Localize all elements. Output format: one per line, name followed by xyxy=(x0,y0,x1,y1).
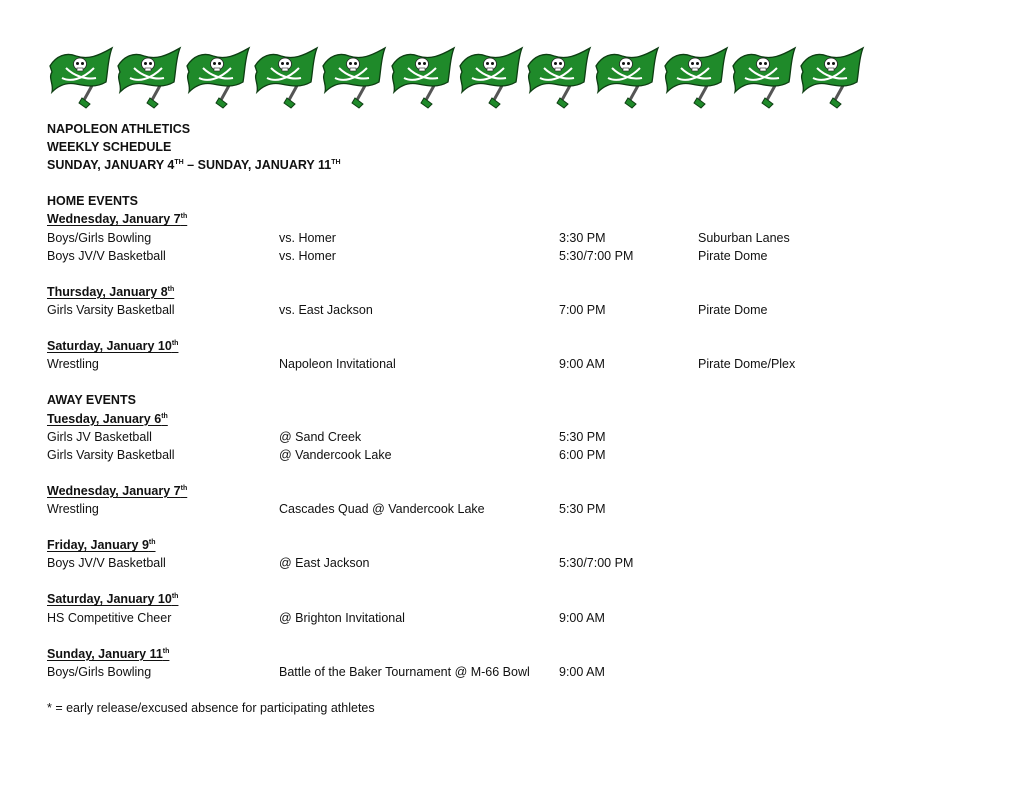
pirate-flag-icon xyxy=(661,46,729,110)
event-time: 9:00 AM xyxy=(559,664,605,679)
schedule-document xyxy=(47,120,947,717)
schedule-subtitle: WEEKLY SCHEDULE xyxy=(47,140,172,155)
day-heading: Saturday, January 10th xyxy=(47,339,179,354)
pirate-flag-banner xyxy=(46,46,876,110)
event-sport: Boys/Girls Bowling xyxy=(47,230,152,245)
away-events-heading: AWAY EVENTS xyxy=(47,393,136,408)
day-heading: Saturday, January 10th xyxy=(47,592,179,607)
event-time: 7:00 PM xyxy=(559,302,606,317)
pirate-flag-icon xyxy=(729,46,797,110)
event-sport: Girls JV Basketball xyxy=(47,429,152,444)
event-row xyxy=(47,229,947,247)
footnote: * = early release/excused absence for participating athletes xyxy=(47,701,375,715)
pirate-flag-icon xyxy=(388,46,456,110)
event-sport: Girls Varsity Basketball xyxy=(47,302,175,317)
event-location: Pirate Dome/Plex xyxy=(698,357,796,372)
pirate-flag-icon xyxy=(183,46,251,110)
event-time: 6:00 PM xyxy=(559,447,606,462)
pirate-flag-icon xyxy=(319,46,387,110)
date-range: SUNDAY, JANUARY 4TH – SUNDAY, JANUARY 11TH xyxy=(47,158,341,173)
pirate-flag-icon xyxy=(797,46,865,110)
away-events-section xyxy=(47,410,947,700)
home-events-heading: HOME EVENTS xyxy=(47,194,138,209)
pirate-flag-icon xyxy=(114,46,182,110)
event-time: 5:30 PM xyxy=(559,501,606,516)
event-time: 5:30 PM xyxy=(559,429,606,444)
day-heading: Tuesday, January 6th xyxy=(47,411,168,426)
event-opponent: vs. Homer xyxy=(279,248,336,263)
event-opponent: @ East Jackson xyxy=(279,556,370,571)
pirate-flag-icon xyxy=(592,46,660,110)
pirate-flag-icon xyxy=(524,46,592,110)
event-sport: Boys JV/V Basketball xyxy=(47,556,166,571)
pirate-flag-icon xyxy=(46,46,114,110)
event-opponent: @ Sand Creek xyxy=(279,429,362,444)
event-opponent: Battle of the Baker Tournament @ M-66 Bowl xyxy=(279,664,530,679)
day-heading: Sunday, January 11th xyxy=(47,646,170,661)
event-row xyxy=(47,554,947,572)
event-row xyxy=(47,446,947,464)
day-heading: Friday, January 9th xyxy=(47,538,156,553)
event-row xyxy=(47,355,947,373)
event-row xyxy=(47,301,947,319)
event-sport: Wrestling xyxy=(47,357,99,372)
event-opponent: @ Vandercook Lake xyxy=(279,447,392,462)
day-heading: Thursday, January 8th xyxy=(47,284,175,299)
event-row xyxy=(47,428,947,446)
event-row xyxy=(47,663,947,681)
school-title: NAPOLEON ATHLETICS xyxy=(47,122,191,136)
pirate-flag-icon xyxy=(251,46,319,110)
event-sport: Boys JV/V Basketball xyxy=(47,248,166,263)
event-sport: Boys/Girls Bowling xyxy=(47,664,152,679)
event-sport: Girls Varsity Basketball xyxy=(47,447,175,462)
event-time: 5:30/7:00 PM xyxy=(559,556,634,571)
event-location: Pirate Dome xyxy=(698,302,768,317)
pirate-flag-icon xyxy=(456,46,524,110)
event-opponent: vs. East Jackson xyxy=(279,302,373,317)
event-sport: HS Competitive Cheer xyxy=(47,610,172,625)
home-events-section xyxy=(47,210,947,391)
event-time: 9:00 AM xyxy=(559,610,605,625)
event-row xyxy=(47,247,947,265)
event-location: Pirate Dome xyxy=(698,248,768,263)
day-heading: Wednesday, January 7th xyxy=(47,212,188,227)
event-row xyxy=(47,609,947,627)
event-opponent: vs. Homer xyxy=(279,230,336,245)
event-time: 5:30/7:00 PM xyxy=(559,248,634,263)
day-heading: Wednesday, January 7th xyxy=(47,483,188,498)
event-opponent: @ Brighton Invitational xyxy=(279,610,405,625)
event-opponent: Napoleon Invitational xyxy=(279,357,396,372)
event-time: 3:30 PM xyxy=(559,230,606,245)
event-time: 9:00 AM xyxy=(559,357,605,372)
event-opponent: Cascades Quad @ Vandercook Lake xyxy=(279,501,485,516)
event-location: Suburban Lanes xyxy=(698,230,790,245)
event-sport: Wrestling xyxy=(47,501,99,516)
event-row xyxy=(47,500,947,518)
